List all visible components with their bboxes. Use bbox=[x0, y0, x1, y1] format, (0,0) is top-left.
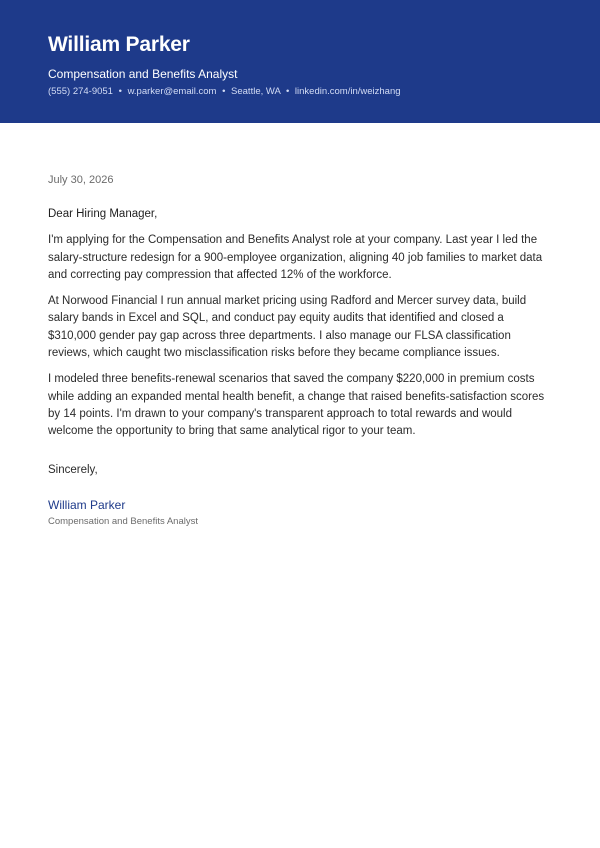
letter-closing: Sincerely, bbox=[48, 463, 98, 476]
letter-paragraphs bbox=[48, 232, 552, 440]
contact-email[interactable]: w.parker@email.com bbox=[127, 86, 217, 97]
letter-date: July 30, 2026 bbox=[48, 174, 114, 186]
contact-separator: • bbox=[285, 86, 290, 97]
contact-phone: (555) 274-9051 bbox=[48, 86, 113, 97]
applicant-title: Compensation and Benefits Analyst bbox=[48, 67, 238, 81]
letter-body bbox=[0, 123, 600, 528]
signature-name: William Parker bbox=[48, 497, 126, 512]
letter-paragraph: I'm applying for the Compensation and Benefits Analyst role at your company. Last year I led the salary-structure redesign for a 900-employee organization, aligning 40 job families to market data and correcting pay compression that affected 12% of the workforce. bbox=[48, 234, 543, 281]
contact-linkedin[interactable]: linkedin.com/in/weizhang bbox=[294, 86, 401, 97]
signature-title: Compensation and Benefits Analyst bbox=[48, 515, 198, 527]
contact-location: Seattle, WA bbox=[231, 86, 281, 97]
letter-paragraph: I modeled three benefits-renewal scenarios that saved the company $220,000 in premium costs while adding an expanded mental health benefit, a change that raised benefits-satisfaction scores by 14 points. I'm drawn to your company's transparent approach to total rewards and would welcome the opportunity to bring that same analytical rigor to your team. bbox=[48, 373, 545, 438]
letter-greeting: Dear Hiring Manager, bbox=[48, 208, 158, 220]
applicant-name: William Parker bbox=[48, 33, 190, 56]
contact-separator: • bbox=[118, 86, 122, 97]
letter-paragraph: At Norwood Financial I run annual market pricing using Radford and Mercer survey data, build salary bands in Excel and SQL, and conduct pay equity audits that identified and closed a $310,000 gender pay gap across three departments. I also manage our FLSA classification reviews, which caught two misclassification risks before they became compliance issues. bbox=[48, 295, 527, 360]
contact-separator: • bbox=[222, 86, 226, 97]
letter-header bbox=[0, 0, 600, 123]
contact-line bbox=[48, 85, 552, 98]
